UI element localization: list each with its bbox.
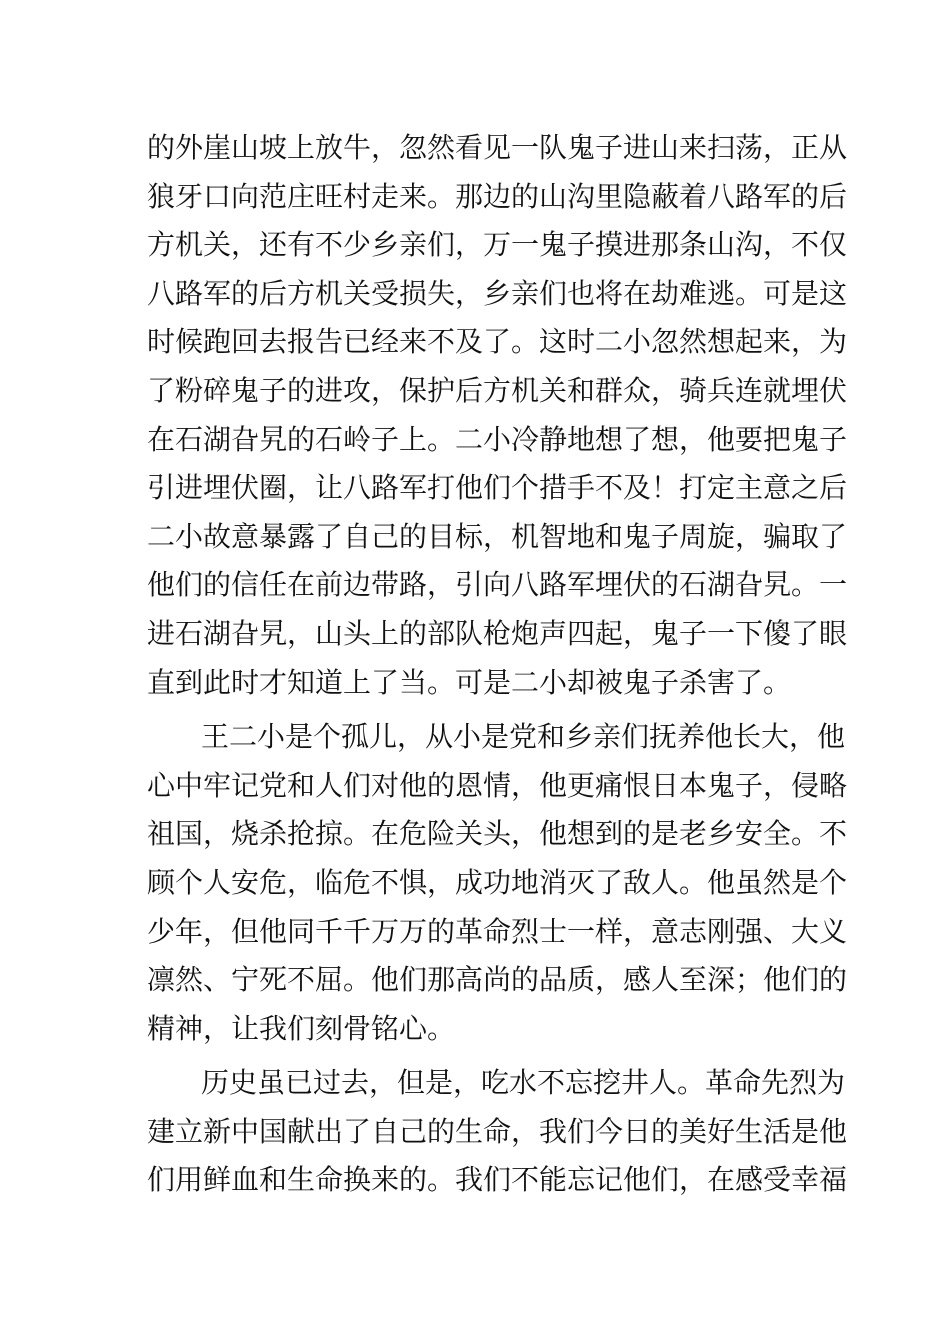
text-line: 他们的信任在前边带路，引向八路军埋伏的石湖旮旯。一 [147,568,848,602]
text-line: 在石湖旮旯的石岭子上。二小冷静地想了想，他要把鬼子 [147,422,848,456]
text-line: 历史虽已过去，但是，吃水不忘挖井人。革命先烈为 [201,1066,846,1100]
text-line: 精神，让我们刻骨铭心。 [147,1011,456,1045]
text-line: 凛然、宁死不屈。他们那高尚的品质，感人至深；他们的 [147,963,848,997]
text-line: 的外崖山坡上放牛，忽然看见一队鬼子进山来扫荡，正从 [147,131,848,164]
text-line: 引进埋伏圈，让八路军打他们个措手不及！打定主意之后 [147,471,848,505]
text-line: 了粉碎鬼子的进攻，保护后方机关和群众，骑兵连就埋伏 [147,373,848,407]
text-line: 顾个人安危，临危不惧，成功地消灭了敌人。他虽然是个 [147,865,848,899]
paragraph-3 [147,1059,847,1205]
document-body [147,124,847,1205]
text-line: 心中牢记党和人们对他的恩情，他更痛恨日本鬼子，侵略 [147,768,848,802]
text-line: 祖国，烧杀抢掠。在危险关头，他想到的是老乡安全。不 [147,817,848,851]
text-line: 二小故意暴露了自己的目标，机智地和鬼子周旋，骗取了 [147,519,848,553]
text-line: 狼牙口向范庄旺村走来。那边的山沟里隐蔽着八路军的后 [147,179,848,213]
text-line: 时候跑回去报告已经来不及了。这时二小忽然想起来，为 [147,325,848,359]
text-line: 方机关，还有不少乡亲们，万一鬼子摸进那条山沟，不仅 [147,228,848,262]
text-line: 少年，但他同千千万万的革命烈士一样，意志刚强、大义 [147,914,848,948]
paragraph-2 [147,713,847,1053]
text-line: 建立新中国献出了自己的生命，我们今日的美好生活是他 [147,1114,848,1148]
text-line: 八路军的后方机关受损失，乡亲们也将在劫难逃。可是这 [147,276,848,310]
paragraph-1 [147,124,847,707]
text-line: 王二小是个孤儿，从小是党和乡亲们抚养他长大，他 [201,720,846,754]
text-line: 们用鲜血和生命换来的。我们不能忘记他们，在感受幸福 [147,1163,848,1197]
text-line: 直到此时才知道上了当。可是二小却被鬼子杀害了。 [147,665,792,699]
text-line: 进石湖旮旯，山头上的部队枪炮声四起，鬼子一下傻了眼 [147,616,848,650]
